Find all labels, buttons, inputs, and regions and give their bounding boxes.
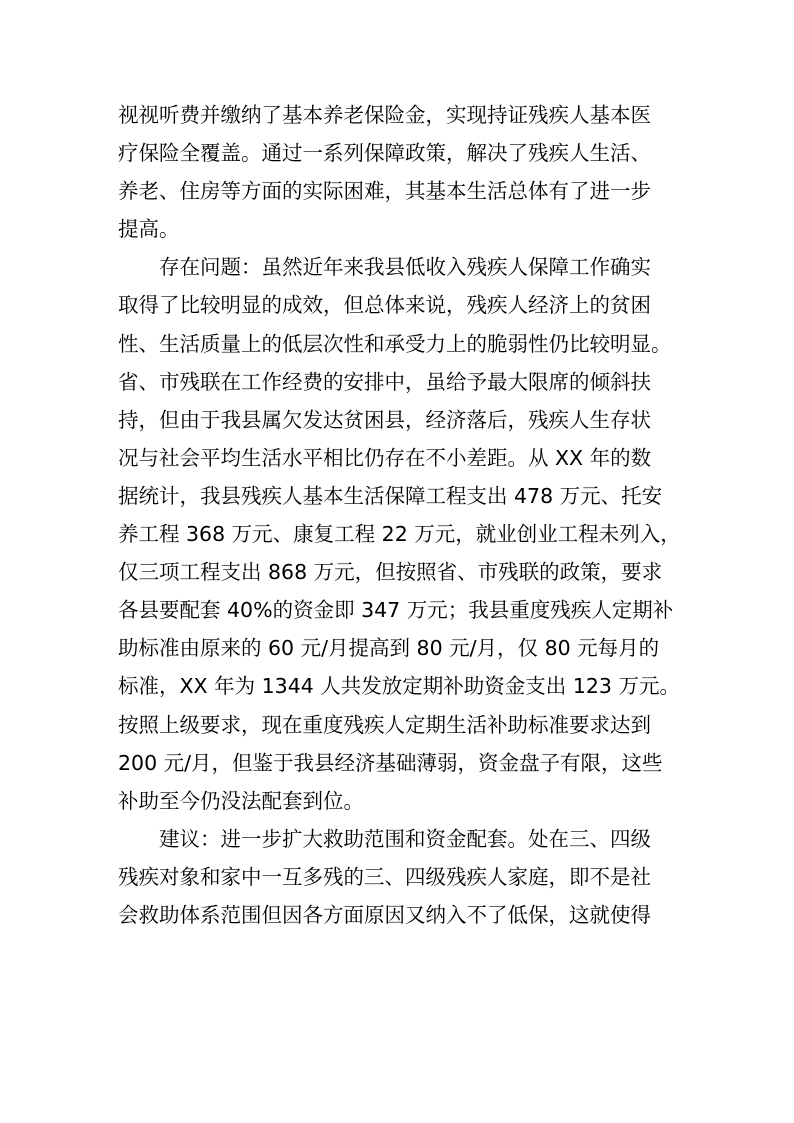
text-line: 各县要配套 40%的资金即 347 万元；我县重度残疾人定期补 xyxy=(118,598,674,623)
text-line: 取得了比较明显的成效，但总体来说，残疾人经济上的贫困 xyxy=(118,293,651,318)
text-line: 按照上级要求，现在重度残疾人定期生活补助标准要求达到 xyxy=(118,712,651,737)
text-line: 养老、住房等方面的实际困难，其基本生活总体有了进一步 xyxy=(118,179,651,204)
text-line: 标准，XX 年为 1344 人共发放定期补助资金支出 123 万元。 xyxy=(118,674,680,699)
text-line: 养工程 368 万元、康复工程 22 万元，就业创业工程未列入， xyxy=(118,522,681,547)
text-line: 持，但由于我县属欠发达贫困县，经济落后，残疾人生存状 xyxy=(118,407,651,432)
text-line: 存在问题：虽然近年来我县低收入残疾人保障工作确实 xyxy=(118,255,651,280)
text-line: 据统计，我县残疾人基本生活保障工程支出 478 万元、托安 xyxy=(118,483,663,508)
text-line: 200 元/月，但鉴于我县经济基础薄弱，资金盘子有限，这些 xyxy=(118,750,663,775)
text-line: 况与社会平均生活水平相比仍存在不小差距。从 XX 年的数 xyxy=(118,445,652,470)
text-line: 会救助体系范围但因各方面原因又纳入不了低保，这就使得 xyxy=(118,902,651,927)
text-line: 残疾对象和家中一互多残的三、四级残疾人家庭，即不是社 xyxy=(118,864,651,889)
body-text xyxy=(118,96,681,934)
text-line: 性、生活质量上的低层次性和承受力上的脆弱性仍比较明显。 xyxy=(118,331,672,356)
text-line: 建议：进一步扩大救助范围和资金配套。处在三、四级 xyxy=(118,826,651,851)
text-line: 视视听费并缴纳了基本养老保险金，实现持证残疾人基本医 xyxy=(118,103,651,127)
text-line: 助标准由原来的 60 元/月提高到 80 元/月，仅 80 元每月的 xyxy=(118,636,660,661)
text-line: 补助至今仍没法配套到位。 xyxy=(118,788,364,813)
text-line: 提高。 xyxy=(118,217,180,242)
text-line: 疗保险全覆盖。通过一系列保障政策，解决了残疾人生活、 xyxy=(118,141,651,166)
text-line: 仅三项工程支出 868 万元，但按照省、市残联的政策，要求 xyxy=(118,560,663,585)
text-line: 省、市残联在工作经费的安排中，虽给予最大限席的倾斜扶 xyxy=(118,369,651,394)
